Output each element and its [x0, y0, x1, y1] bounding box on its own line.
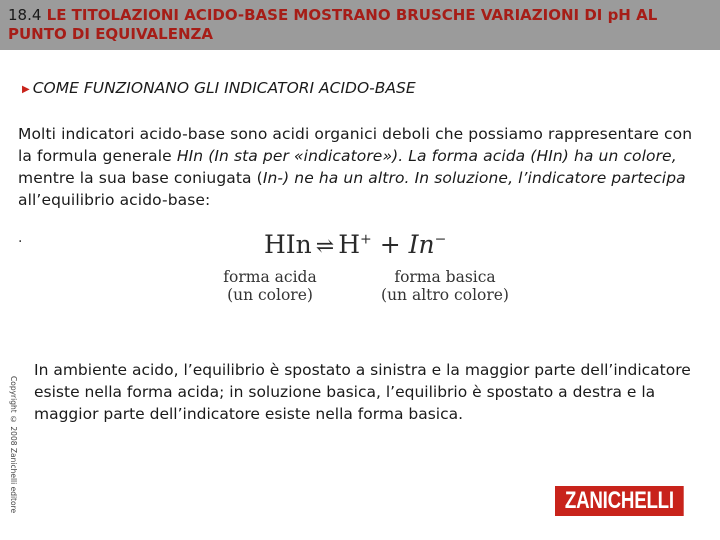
base-form-name: forma basica — [394, 268, 496, 286]
section-number: 18.4 — [8, 6, 42, 24]
header-bar — [0, 0, 720, 50]
zanichelli-logo: ZANICHELLI — [555, 486, 684, 516]
para1-text-3: mentre la sua base coniugata ( — [18, 169, 263, 187]
para1-text-4: In-) ne ha un altro. In soluzione, l’indicatore partecipa — [262, 169, 686, 187]
eq-hin: HIn — [264, 230, 312, 259]
para1-text-2: HIn (In sta per «indicatore»). La forma acida (HIn) ha un colore, — [176, 147, 677, 165]
subtitle-text: COME FUNZIONANO GLI INDICATORI ACIDO-BASE — [32, 79, 416, 97]
acid-form-color: (un colore) — [227, 286, 313, 304]
eq-plus: + — [379, 230, 401, 259]
equilibrium-equation — [218, 226, 518, 312]
explanation-paragraph: In ambiente acido, l’equilibrio è spostato a sinistra e la maggior parte dell’indicatore esiste nella forma acida; in soluzione basica, l’equilibrio è spostato a destra e la maggior parte dell’indicatore esiste nella forma basica. — [34, 361, 691, 423]
acid-form-name: forma acida — [223, 268, 317, 286]
section-title: LE TITOLAZIONI ACIDO-BASE MOSTRANO BRUSCHE VARIAZIONI DI pH AL PUNTO DI EQUIVALENZA — [8, 6, 658, 43]
equilibrium-arrow-icon: ⇌ — [315, 234, 335, 259]
base-form-color: (un altro colore) — [381, 286, 509, 304]
acid-form-label — [218, 268, 322, 304]
para1-text-1: Molti indicatori acido-base sono acidi organici deboli che possiamo rappresentare con la formula generale — [18, 125, 693, 165]
subtitle — [22, 79, 416, 97]
stray-dot: . — [18, 230, 23, 246]
eq-h-charge: + — [360, 231, 372, 248]
base-form-label — [378, 268, 512, 304]
eq-in: In — [408, 230, 435, 259]
equation-line — [264, 230, 446, 259]
intro-paragraph — [18, 123, 708, 211]
eq-h: H — [338, 230, 361, 259]
page-title — [8, 6, 708, 44]
copyright-notice: Copyright © 2008 Zanichelli editore — [9, 376, 18, 514]
para1-text-5: all’equilibrio acido-base: — [18, 191, 211, 209]
triangle-bullet-icon: ▶ — [22, 84, 30, 95]
eq-in-charge: − — [434, 231, 447, 248]
